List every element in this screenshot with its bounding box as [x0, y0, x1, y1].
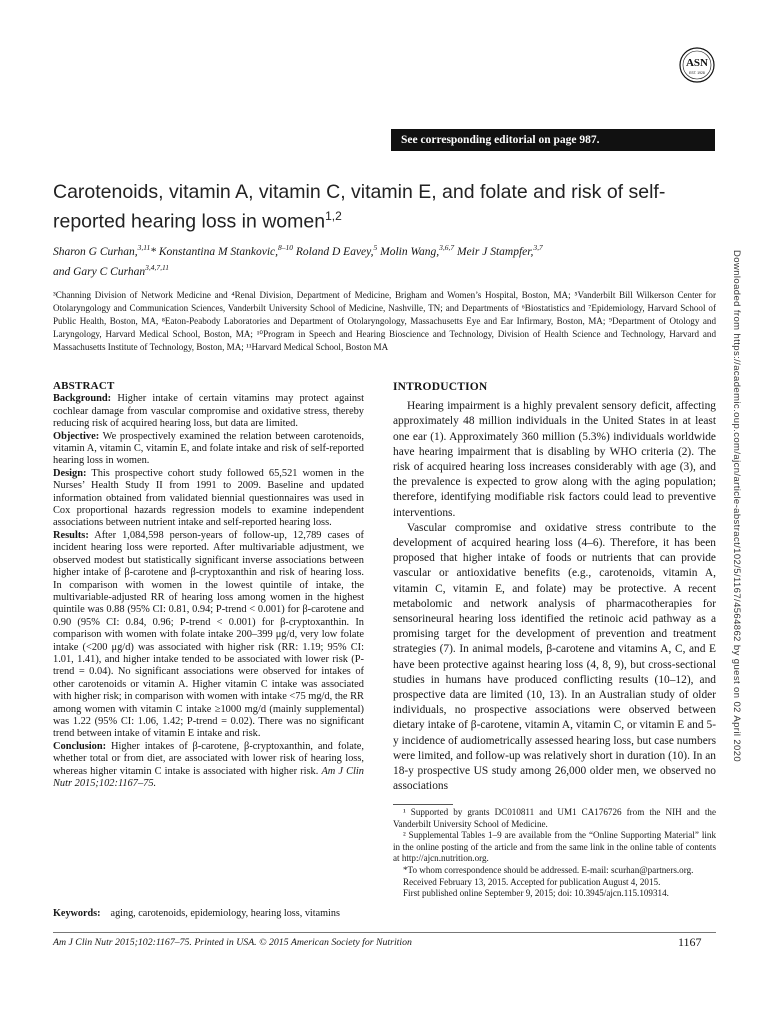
journal-footer: Am J Clin Nutr 2015;102:1167–75. Printed in USA. © 2015 American Society for Nutrition	[53, 937, 412, 948]
author-marks: 3,11	[137, 243, 151, 252]
article-title-text: Carotenoids, vitamin A, vitamin C, vitamin E, and folate and risk of self-reported hearing loss in women	[53, 181, 666, 233]
author-name: Sharon G Curhan,	[53, 245, 138, 258]
footnotes	[393, 807, 716, 900]
author-marks: 3,7	[533, 243, 543, 252]
abstract-label: Objective:	[53, 430, 100, 442]
footnote-divider	[393, 804, 453, 805]
abstract-text: Higher intake of certain vitamins may protect against cochlear damage from vascular compromise and oxidative stress, thereby reducing risk of acquired hearing loss, but data are limited.	[53, 393, 364, 430]
introduction-column	[393, 380, 716, 794]
abstract-citation: Am J Clin Nutr 2015;102:1167–75.	[53, 765, 365, 789]
footnote: ² Supplemental Tables 1–9 are available from the “Online Supporting Material” link in the online posting of the article and from the same link in the online table of contents at http://ajcn.nutrition.org.	[393, 830, 716, 864]
author-name: and Gary C Curhan	[53, 265, 146, 278]
abstract-objective	[53, 431, 364, 468]
abstract-text: We prospectively examined the relation between carotenoids, vitamin A, vitamin C, vitamin E, and folate intake and risk of self-reported hearing loss in women.	[53, 430, 364, 467]
page-number: 1167	[678, 935, 702, 949]
author-name: Konstantina M Stankovic,	[158, 245, 279, 258]
introduction-heading: INTRODUCTION	[393, 381, 488, 393]
abstract-text: Higher intakes of β-carotene, β-cryptoxanthin, and folate, whether total or from diet, are associated with lower risk of hearing loss, whereas higher vitamin C intake is associated with higher risk.	[53, 740, 364, 777]
footnote: ¹ Supported by grants DC010811 and UM1 CA176726 from the NIH and the Vanderbilt University School of Medicine.	[393, 807, 716, 829]
abstract-label: Conclusion:	[53, 740, 107, 752]
intro-paragraph: Hearing impairment is a highly prevalent sensory deficit, affecting approximately 48 million individuals in the United States in at least one ear (1). Approximately 360 million (5.3%) individuals worldwide have hearing impairment that is disabling by WHO criteria (2). The risk of acquired hearing loss increases considerably with age (3), and the prevalence is expected to grow along with the aging population; therefore, identifying modifiable risk factors could lead to preventive interventions.	[393, 400, 716, 519]
footnote: Received February 13, 2015. Accepted for publication August 4, 2015.	[403, 876, 661, 887]
abstract-heading: ABSTRACT	[53, 380, 115, 392]
abstract-label: Results:	[53, 529, 89, 541]
abstract-label: Background:	[53, 393, 112, 405]
seal-subtext: EST. 1928	[689, 71, 705, 75]
author-marks: 5	[373, 243, 378, 252]
author-marks: 8–10	[278, 243, 294, 252]
asn-seal-logo	[679, 47, 715, 83]
footnote-correspondence[interactable]: *To whom correspondence should be addressed. E-mail: scurhan@partners.org.	[403, 864, 694, 875]
author-marks: 3,6,7	[439, 243, 455, 252]
download-side-note[interactable]: Downloaded from https://academic.oup.com/ajcn/article-abstract/102/5/1167/4564862 by guest on 02 April 2020	[731, 250, 742, 763]
abstract-conclusion	[53, 741, 364, 791]
footnote-doi: First published online September 9, 2015; doi: 10.3945/ajcn.115.109314.	[403, 888, 669, 899]
article-title	[53, 180, 703, 234]
keywords	[53, 908, 364, 920]
author-name: Meir J Stampfer,	[457, 245, 534, 258]
editorial-notice-bar	[391, 129, 715, 151]
affiliations: ³Channing Division of Network Medicine and ⁴Renal Division, Department of Medicine, Brigham and Women’s Hospital, Boston, MA; ⁵Vanderbilt Bill Wilkerson Center for Otolaryngology and Communication Sciences, Vanderbilt University School of Medicine, Nashville, TN; and Departments of ⁶Biostatistics and ⁷Epidemiology, Harvard School of Public Health, Boston, MA, ⁸Eaton-Peabody Laboratories and Department of Otolaryngology, Massachusetts Eye and Ear Infirmary, Boston, MA; ⁹Department of Otology and Laryngology, Harvard Medical School, Boston, MA; ¹⁰Program in Speech and Hearing Bioscience and Technology, Division of Health Science and Technology, Harvard and Massachusetts Institute of Technology, Boston, MA; ¹¹Harvard Medical School, Boston MA	[53, 290, 716, 352]
title-footnote-marks: 1,2	[325, 209, 342, 223]
seal-text: ASN	[685, 57, 709, 69]
abstract-text: This prospective cohort study followed 65,521 women in the Nurses’ Health Study II from 1991 to 2009. Baseline and updated information obtained from validated biennial questionnaires was used in Cox proportional hazards regression models to examine independent associations between nutrient intake and self-reported hearing loss.	[53, 467, 364, 529]
author-name: Roland D Eavey,	[295, 245, 374, 258]
abstract-design	[53, 468, 364, 530]
author-marks: 3,4,7,11	[145, 262, 169, 272]
abstract-text: After 1,084,598 person-years of follow-up, 12,789 cases of incident hearing loss were reported. After multivariable adjustment, we observed modest but statistically significant inverse associations between higher intake of β-carotene and β-cryptoxanthin and risk of hearing loss. In comparison with women in the lowest quintile of intake, the multivariable-adjusted RR of hearing loss among women in the highest quintile was 0.88 (95% CI: 0.81, 0.94; P-trend < 0.001) for β-carotene and 0.90 (95% CI: 0.84, 0.96; P-trend < 0.001) for β-cryptoxanthin. In comparison with women with folate intake 200–399 μg/d, very low folate intake (<200 μg/d) was associated with higher risk (RR: 1.19; 95% CI: 1.01, 1.41), and higher intake tended to be associated with lower risk (P-trend = 0.04). No significant associations were observed for intakes of other carotenoids or vitamin A. Higher vitamin C intake was associated with higher risk; in comparison with women with intake <75 mg/d, the RR among women with vitamin C intake ≥1000 mg/d (mainly supplemental) was 1.22 (95% CI: 1.06, 1.42; P-trend = 0.02). There was no significant trend between intake of vitamin E intake and risk.	[53, 529, 364, 740]
intro-paragraph: Vascular compromise and oxidative stress contribute to the development of acquired hearing loss (4–6). Therefore, it has been proposed that higher intake of foods or nutrients that can provide vascular or antioxidative benefits (e.g., carotenoids, vitamin A, vitamin C, vitamin E, and folate) may be protective. A recent metabolomic and network analysis of pharmacotherapies for sensorineural hearing loss identified the retinoic acid pathway as a promising target for the development of prevention and treatment strategies (7). In animal models, β-carotene and vitamins A, C, and E have been protective against hearing loss (4, 8, 9), but cross-sectional studies in humans have produced conflicting results (10–12), and prospective data are limited (10, 13). In an Australian study of older individuals, no prospective associations were observed between dietary intake of β-carotene, vitamin A, vitamin C, or vitamin E and 5-y incidence of audiometrically assessed hearing loss, but case numbers were limited, and follow-up was relatively short in duration (10). In an 18-y prospective US study among 26,000 older men, we observed no associations	[393, 521, 716, 793]
footer-divider	[53, 932, 716, 933]
author-name: Molin Wang,	[380, 245, 440, 258]
abstract-results	[53, 530, 364, 741]
abstract-column	[53, 380, 364, 790]
keywords-text: aging, carotenoids, epidemiology, hearing loss, vitamins	[110, 908, 340, 919]
abstract-background	[53, 393, 364, 430]
keywords-label: Keywords:	[53, 908, 101, 919]
abstract-label: Design:	[53, 467, 87, 479]
editorial-notice-text: See corresponding editorial on page 987.	[401, 134, 600, 146]
author-list: Sharon G Curhan,$^{3,11}$* Konstantina M Stankovic,$^{8-10}$ Roland D Eavey,$^5$ Molin Wang,$^{3,6,7}$ Meir J Stampfer,$^{3,7}$ and Gary C Curhan$^{3,4,7,11}$	[53, 243, 543, 278]
